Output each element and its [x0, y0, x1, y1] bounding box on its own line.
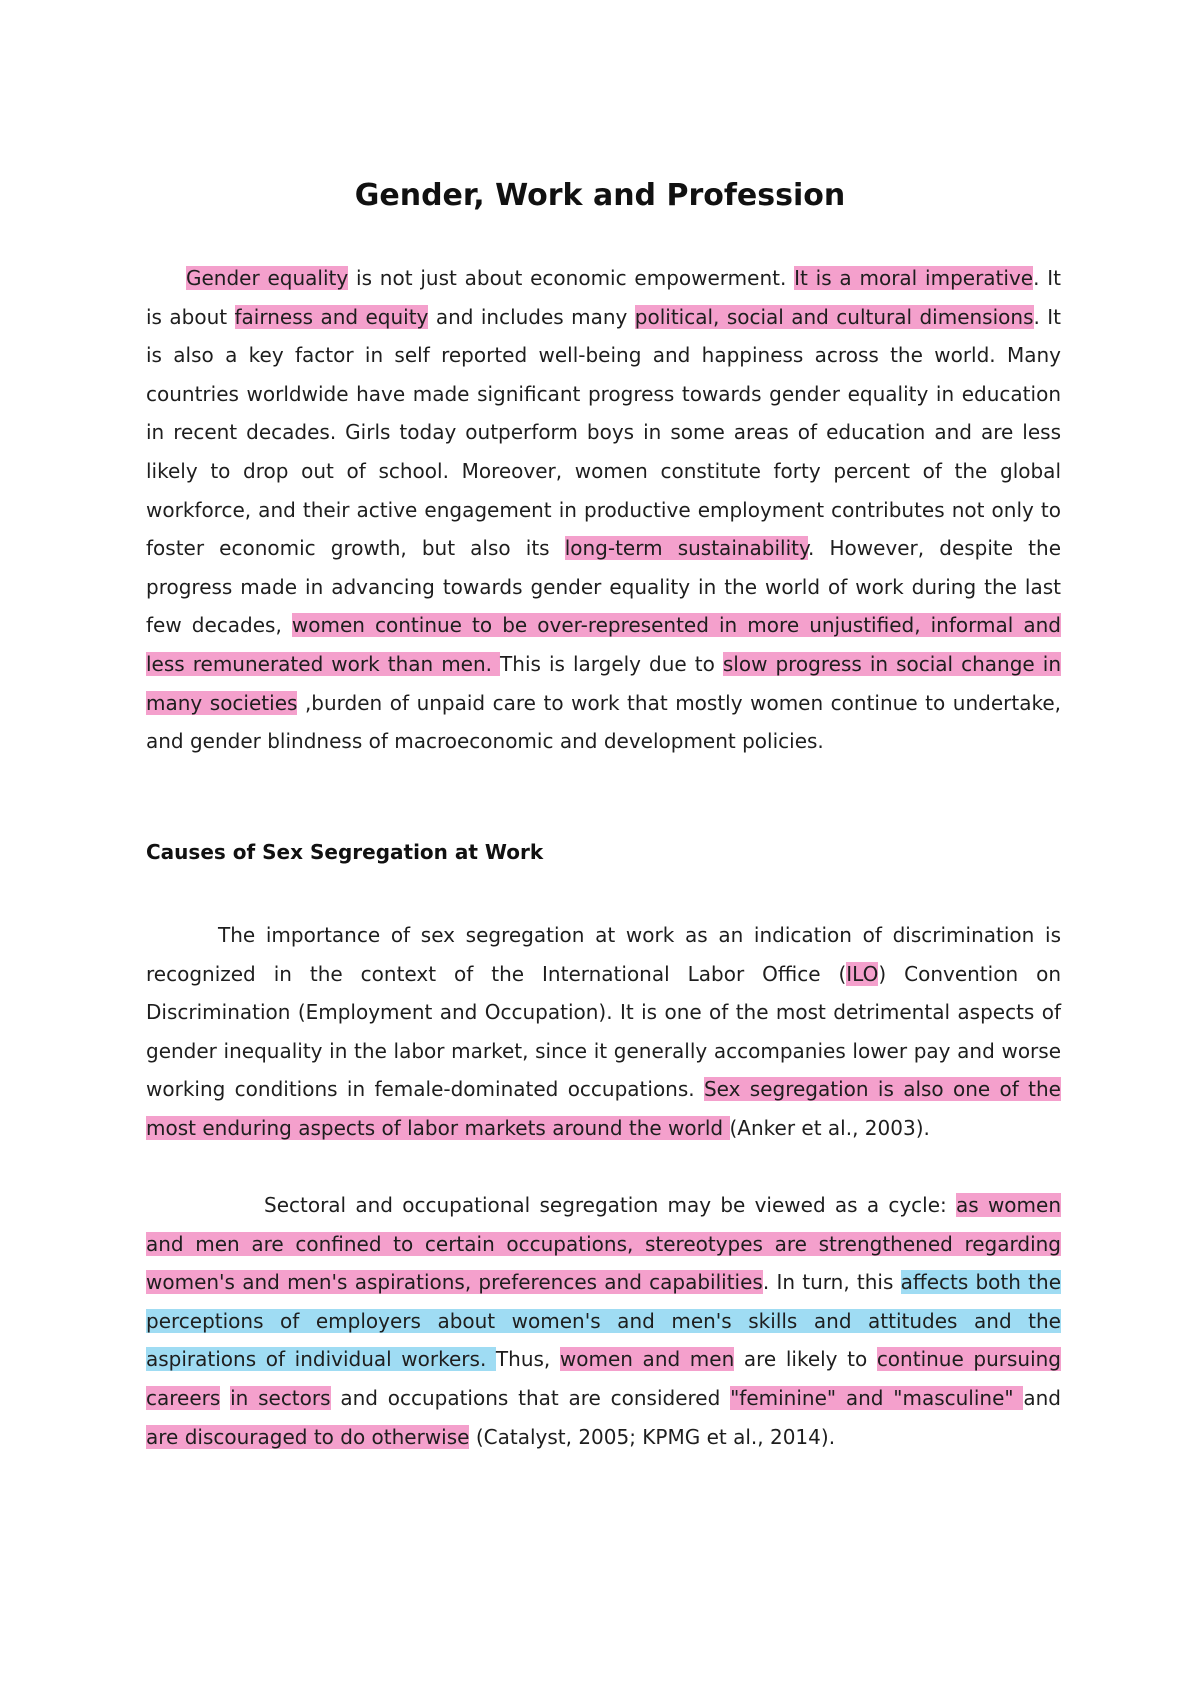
highlighted-text: women and men [559, 1347, 735, 1372]
highlighted-text: continue pursuing careers [146, 1347, 1062, 1410]
highlighted-text: women continue to be over-represented in more unjustified, informal and less remunerated work than men. [146, 613, 1061, 676]
highlighted-text: are discouraged to do otherwise [146, 1424, 470, 1449]
text-run: The importance of sex segregation at work as an indication of discrimination is recognized in the context of the International Labor Office ( [146, 923, 1061, 986]
text-run [220, 1386, 230, 1410]
document-title: Gender, Work and Profession [354, 178, 846, 213]
highlighted-text: "feminine" and "masculine" [730, 1385, 1024, 1410]
text-run: and occupations that are considered [330, 1385, 731, 1410]
text-run: . However, despite the progress made in advancing towards gender equality in the world of work during the last few decades, [146, 536, 1062, 638]
text-run: Thus, [495, 1347, 560, 1372]
highlighted-text: long-term sustainability [564, 536, 808, 561]
text-run: ) Convention on Discrimination (Employment and Occupation). It is one of the most detrimental aspects of gender inequality in the labor market, since it generally accompanies lower pay and worse working conditions in female-dominated occupations. [146, 961, 1061, 1102]
text-run: and includes many [428, 304, 635, 329]
text-run: Sectoral and occupational segregation may be viewed as a cycle: [264, 1193, 957, 1217]
highlighted-text: political, social and cultural dimensions [634, 304, 1034, 329]
text-run: and [1023, 1385, 1062, 1410]
highlighted-text: Gender equality [186, 266, 349, 290]
highlighted-text: as women and men are confined to certain occupations, stereotypes are strengthened regarding women's and men's aspirations, preferences and capabilities [146, 1193, 1062, 1295]
text-run: are likely to [734, 1347, 877, 1372]
text-run: is not just about economic empowerment. [348, 266, 795, 290]
text-run: This is largely due to [500, 651, 723, 676]
highlighted-text: slow progress in social change in many societies [146, 651, 1061, 715]
highlighted-text: in sectors [230, 1385, 331, 1410]
text-run: (Catalyst, 2005; KPMG et al., 2014). [469, 1424, 836, 1449]
highlighted-text: affects both the perceptions of employers about women's and men's skills and attitudes and the aspirations of individual workers. [146, 1270, 1062, 1372]
highlighted-text: fairness and equity [234, 304, 429, 329]
highlighted-text: ILO [846, 961, 879, 986]
text-run: . It is also a key factor in self reported well-being and happiness across the world. Many countries worldwide have made significant progress towards gender equality in education in recent decades. Girls today outperform boys in some areas of education and are less likely to drop out of school. Moreover, women constitute forty percent of the global workforce, and their active engagement in productive employment contributes not only to foster economic growth, but also its [146, 304, 1062, 561]
text-run: ,burden of unpaid care to work that mostly women continue to undertake, and gender blindness of macroeconomic and development policies. [146, 690, 1061, 754]
highlighted-text: Sex segregation is also one of the most enduring aspects of labor markets around the world [146, 1077, 1061, 1140]
paragraph-gender-equality [146, 259, 1061, 761]
section-heading: Causes of Sex Segregation at Work [146, 840, 544, 864]
text-run: . In turn, this [762, 1270, 901, 1295]
highlighted-text: It is a moral imperative [794, 266, 1034, 290]
text-run: . It is about [146, 266, 1061, 329]
paragraph-segregation-cycle [146, 1186, 1061, 1456]
text-run: (Anker et al., 2003). [729, 1115, 930, 1140]
paragraph-sex-segregation [146, 916, 1061, 1148]
